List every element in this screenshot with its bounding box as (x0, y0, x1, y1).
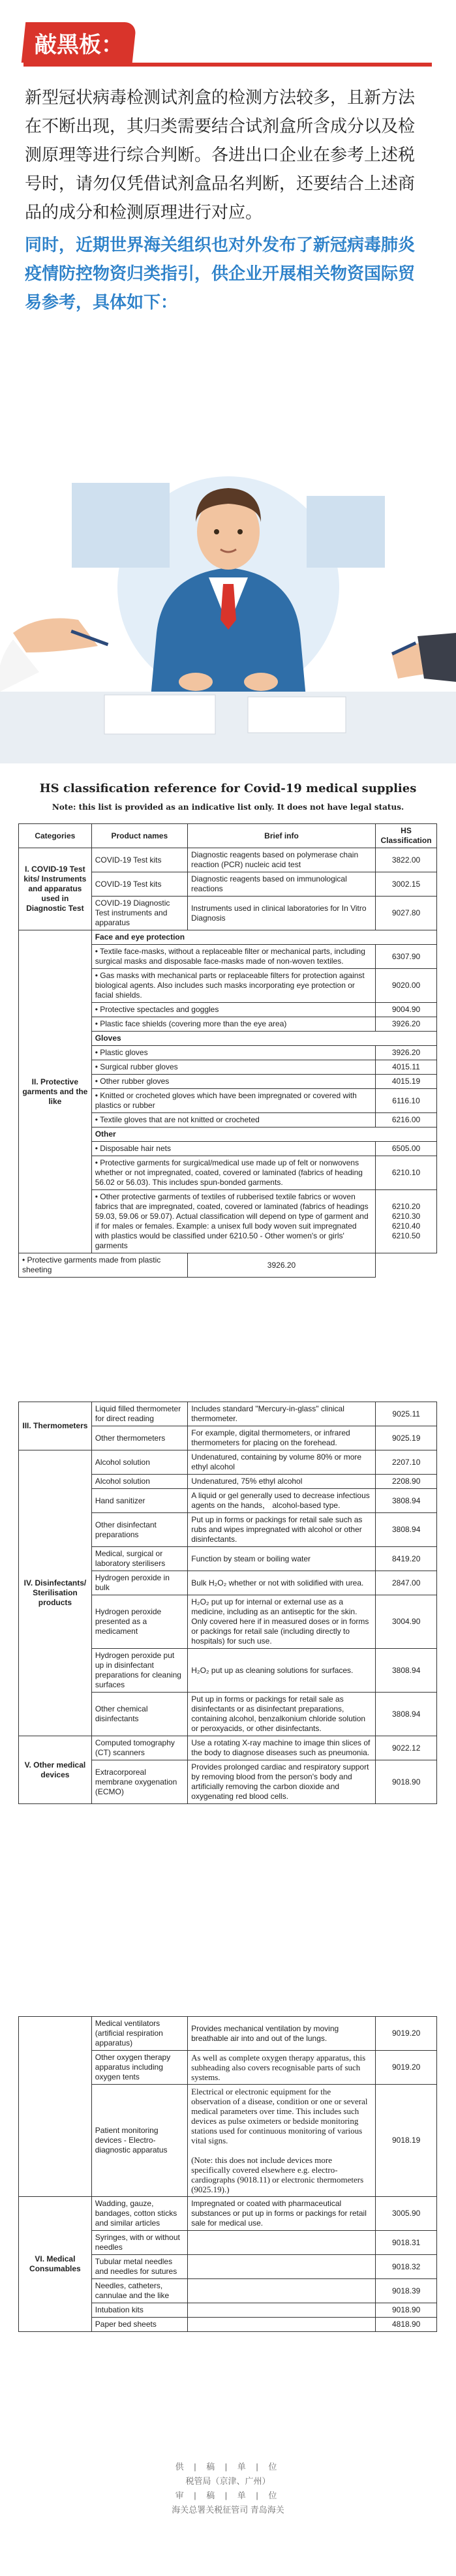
section-heading: Gloves (91, 1032, 436, 1046)
category-cell: II. Protective garments and the like (19, 930, 92, 1253)
code-cell: 9018.39 (376, 2279, 437, 2303)
brief-cell (188, 2279, 376, 2303)
code-cell: 6307.90 (376, 945, 437, 969)
brief-cell (188, 2231, 376, 2255)
brief-cell: Diagnostic reagents based on immunological reactions (187, 872, 375, 897)
code-cell: 6116.10 (376, 1089, 437, 1113)
product-cell: Hand sanitizer (91, 1489, 187, 1513)
code-cell: 9019.20 (376, 2051, 437, 2085)
code-cell: 9018.90 (376, 2303, 437, 2318)
product-cell: Paper bed sheets (91, 2318, 187, 2332)
brief-cell: • Protective garments made from plastic sheeting (19, 1253, 188, 1278)
code-cell: 3808.94 (376, 1693, 437, 1736)
product-cell: Alcohol solution (91, 1450, 187, 1475)
brief-cell: Provides mechanical ventilation by moving breathable air into and out of the lungs. (188, 2017, 376, 2051)
code-cell: 6210.10 (376, 1156, 437, 1190)
brief-cell: • Other rubber gloves (91, 1075, 375, 1089)
code-cell: 9025.11 (376, 1402, 437, 1426)
product-cell: Needles, catheters, cannulae and the like (91, 2279, 187, 2303)
brief-cell: • Protective garments for surgical/medical use made up of felt or nonwovens whether or not impregnated, coated, covered or laminated (fabrics of heading 56.02 or 56.03). This includes spun-bonded garments. (91, 1156, 375, 1190)
code-cell: 3926.20 (376, 1046, 437, 1060)
product-cell: COVID-19 Diagnostic Test instruments and apparatus (91, 897, 187, 930)
brief-cell: As well as complete oxygen therapy apparatus, this subheading also covers recognisable parts of such systems. (188, 2051, 376, 2085)
product-cell: Other chemical disinfectants (91, 1693, 187, 1736)
code-cell: 3005.90 (376, 2197, 437, 2231)
product-cell: Tubular metal needles and needles for sutures (91, 2255, 187, 2279)
product-cell: Wadding, gauze, bandages, cotton sticks and similar articles (91, 2197, 187, 2231)
brief-cell: • Gas masks with mechanical parts or replaceable filters for protection against biological agents. Also includes such masks incorporating eye protection or facial shields. (91, 969, 375, 1003)
table-header-row (19, 824, 437, 848)
brief-cell: • Surgical rubber gloves (91, 1060, 375, 1075)
brief-cell: Provides prolonged cardiac and respiratory support by removing blood from the person's body and artificially removing the carbon dioxide and oxygenating red blood cells. (188, 1760, 376, 1804)
credits-reviewer-heading: 审 | 稿 | 单 | 位 (175, 2491, 281, 2500)
code-cell: 9004.90 (376, 1003, 437, 1017)
category-cell: V. Other medical devices (19, 1736, 92, 1804)
brief-cell: Undenatured, 75% ethyl alcohol (188, 1475, 376, 1489)
brief-cell: H₂O₂ put up as cleaning solutions for surfaces. (188, 1649, 376, 1693)
table-row (19, 1402, 437, 1426)
table-row (19, 1450, 437, 1475)
product-cell: Patient monitoring devices - Electro-diagnostic apparatus (91, 2085, 187, 2197)
brief-cell: • Other protective garments of textiles of rubberised textile fabrics or woven fabrics that are impregnated, coated, covered or laminated (fabrics of headings 59.03, 59.06 or 59.07). Actual classification will depend on type of garment and if for males or females. Example: a unisex full body woven suit impregnated with plastics would be classified under 6210.50 - Other women's or girls' garments (91, 1190, 375, 1253)
credits-reviewer: 海关总署关税征管司 青岛海关 (172, 2505, 284, 2515)
category-cell-continued (19, 2017, 92, 2197)
brief-cell (188, 2255, 376, 2279)
header-brief: Brief info (187, 824, 375, 848)
code-cell: 3926.20 (376, 1017, 437, 1032)
header-code: HS Classification (376, 824, 437, 848)
product-cell: Liquid filled thermometer for direct reading (91, 1402, 187, 1426)
code-cell: 6216.00 (376, 1113, 437, 1127)
brief-cell: • Textile gloves that are not knitted or crocheted (91, 1113, 375, 1127)
product-cell: Hydrogen peroxide in bulk (91, 1571, 187, 1595)
brief-cell (188, 2303, 376, 2318)
brief-cell: Instruments used in clinical laboratories for In Vitro Diagnosis (187, 897, 375, 930)
product-cell: Other oxygen therapy apparatus including oxygen tents (91, 2051, 187, 2085)
businessman-illustration (0, 457, 456, 763)
table-row (19, 2017, 437, 2051)
brief-cell: H₂O₂ put up for internal or external use as a medicine, including as an antiseptic for the skin. Only covered here if in measured doses or in forms or packings for retail sale (including directly to hospitals) for such use. (188, 1595, 376, 1649)
product-cell: Hydrogen peroxide presented as a medicament (91, 1595, 187, 1649)
brief-cell: • Plastic gloves (91, 1046, 375, 1060)
intro-paragraph: 新型冠状病毒检测试剂盒的检测方法较多，且新方法在不断出现，其归类需要结合试剂盒所含成分以及检测原理等进行综合判断。各进出口企业在参考上述税号时，请勿仅凭借试剂盒品名判断，还要结合上述商品的成分和检测原理进行对应。 (25, 88, 416, 222)
hs-table-part1 (18, 823, 437, 1278)
brief-cell: Undenatured, containing by volume 80% or more ethyl alcohol (188, 1450, 376, 1475)
header-product: Product names (91, 824, 187, 848)
category-cell: IV. Disinfectants/ Sterilisation products (19, 1450, 92, 1736)
product-cell: Syringes, with or without needles (91, 2231, 187, 2255)
brief-cell: Function by steam or boiling water (188, 1547, 376, 1571)
brief-cell: Electrical or electronic equipment for the observation of a disease, condition or one or several medical parameters over time. This includes such devices as pulse oximeters or bedside monitoring stations used for continuous monitoring of various vital signs. (Note: this does not include devices more specifically covered elsewhere e.g. electro-cardiographs (9018.11) or electronic thermometers (9025.19).) (188, 2085, 376, 2197)
category-cell: III. Thermometers (19, 1402, 92, 1450)
banner-underline (23, 63, 432, 67)
brief-cell: • Protective spectacles and goggles (91, 1003, 375, 1017)
document-title: HS classification reference for Covid-19 medical supplies (39, 782, 417, 795)
brief-cell (188, 2318, 376, 2332)
product-cell: Hydrogen peroxide put up in disinfectant preparations for cleaning surfaces (91, 1649, 187, 1693)
intro-text (25, 84, 431, 317)
brief-cell: A liquid or gel generally used to decrease infectious agents on the hands， alcohol-based type. (188, 1489, 376, 1513)
table-row (19, 2197, 437, 2231)
brief-cell: • Plastic face shields (covering more than the eye area) (91, 1017, 375, 1032)
product-cell: Intubation kits (91, 2303, 187, 2318)
table-row (19, 848, 437, 872)
code-cell: 2847.00 (376, 1571, 437, 1595)
code-cell: 9022.12 (376, 1736, 437, 1760)
code-cell: 9018.19 (376, 2085, 437, 2197)
section-heading: Face and eye protection (91, 930, 436, 945)
product-cell: Other thermometers (91, 1426, 187, 1450)
code-cell: 4818.90 (376, 2318, 437, 2332)
brief-cell: • Textile face-masks, without a replaceable filter or mechanical parts, including surgical masks and disposable face-masks made of non-woven textiles. (91, 945, 375, 969)
code-cell: 3808.94 (376, 1513, 437, 1547)
code-cell: 9025.19 (376, 1426, 437, 1450)
code-cell: 9019.20 (376, 2017, 437, 2051)
product-cell: Medical ventilators (artificial respiration apparatus) (91, 2017, 187, 2051)
credits (0, 2460, 456, 2517)
table-row (19, 930, 437, 945)
code-cell: 6210.20 6210.30 6210.40 6210.50 (376, 1190, 437, 1253)
code-cell: 6505.00 (376, 1142, 437, 1156)
product-cell: COVID-19 Test kits (91, 848, 187, 872)
blackboard-banner: 敲黑板： (22, 22, 137, 63)
code-cell: 8419.20 (376, 1547, 437, 1571)
brief-cell: Diagnostic reagents based on polymerase chain reaction (PCR) nucleic acid test (187, 848, 375, 872)
credits-supplier: 税管局（京津、广州） (185, 2476, 271, 2486)
brief-cell: Impregnated or coated with pharmaceutical substances or put up in forms or packings for retail sale for medical use. (188, 2197, 376, 2231)
product-cell: Extracorporeal membrane oxygenation (ECMO) (91, 1760, 187, 1804)
brief-cell: For example, digital thermometers, or infrared thermometers for placing on the forehead. (188, 1426, 376, 1450)
code-cell: 9027.80 (376, 897, 437, 930)
credits-supplier-heading: 供 | 稿 | 单 | 位 (175, 2462, 281, 2472)
brief-cell: Put up in forms or packings for retail sale as disinfectants or as disinfectant preparations, containing alcohol, benzalkonium chloride solution or peroxyacids, or other disinfectants. (188, 1693, 376, 1736)
brief-cell: Put up in forms or packings for retail sale such as rubs and wipes impregnated with alcohol or other disinfectants. (188, 1513, 376, 1547)
table-row (19, 1253, 437, 1278)
hs-table-part3 (18, 2016, 437, 2332)
brief-cell: Use a rotating X-ray machine to image thin slices of the body to diagnose diseases such as pneumonia. (188, 1736, 376, 1760)
product-cell: Computed tomography (CT) scanners (91, 1736, 187, 1760)
category-cell: I. COVID-19 Test kits/ Instruments and apparatus used in Diagnostic Test (19, 848, 92, 930)
product-cell: Alcohol solution (91, 1475, 187, 1489)
product-cell: Other disinfectant preparations (91, 1513, 187, 1547)
brief-cell: Includes standard "Mercury-in-glass" clinical thermometer. (188, 1402, 376, 1426)
product-cell: Medical, surgical or laboratory sterilisers (91, 1547, 187, 1571)
hs-table-part2 (18, 1402, 437, 1804)
code-cell: 9018.90 (376, 1760, 437, 1804)
code-cell: 3926.20 (187, 1253, 375, 1278)
brief-cell: Bulk H₂O₂ whether or not with solidified with urea. (188, 1571, 376, 1595)
code-cell: 9020.00 (376, 969, 437, 1003)
code-cell: 3808.94 (376, 1489, 437, 1513)
brief-cell: • Knitted or crocheted gloves which have been impregnated or covered with plastics or rubber (91, 1089, 375, 1113)
code-cell: 4015.19 (376, 1075, 437, 1089)
code-cell: 3004.90 (376, 1595, 437, 1649)
code-cell: 9018.31 (376, 2231, 437, 2255)
code-cell: 3808.94 (376, 1649, 437, 1693)
header-categories: Categories (19, 824, 92, 848)
document-note: Note: this list is provided as an indicative list only. It does not have legal status. (52, 803, 404, 812)
intro-highlight: 同时，近期世界海关组织也对外发布了新冠病毒肺炎疫情防控物资归类指引，供企业开展相关物资国际贸易参考，具体如下： (25, 236, 416, 313)
code-cell: 2208.90 (376, 1475, 437, 1489)
code-cell: 3822.00 (376, 848, 437, 872)
code-cell: 2207.10 (376, 1450, 437, 1475)
table-row (19, 1736, 437, 1760)
category-cell: VI. Medical Consumables (19, 2197, 92, 2332)
section-heading: Other (91, 1127, 436, 1142)
brief-cell: • Disposable hair nets (91, 1142, 375, 1156)
code-cell: 4015.11 (376, 1060, 437, 1075)
product-cell: COVID-19 Test kits (91, 872, 187, 897)
code-cell: 9018.32 (376, 2255, 437, 2279)
code-cell: 3002.15 (376, 872, 437, 897)
